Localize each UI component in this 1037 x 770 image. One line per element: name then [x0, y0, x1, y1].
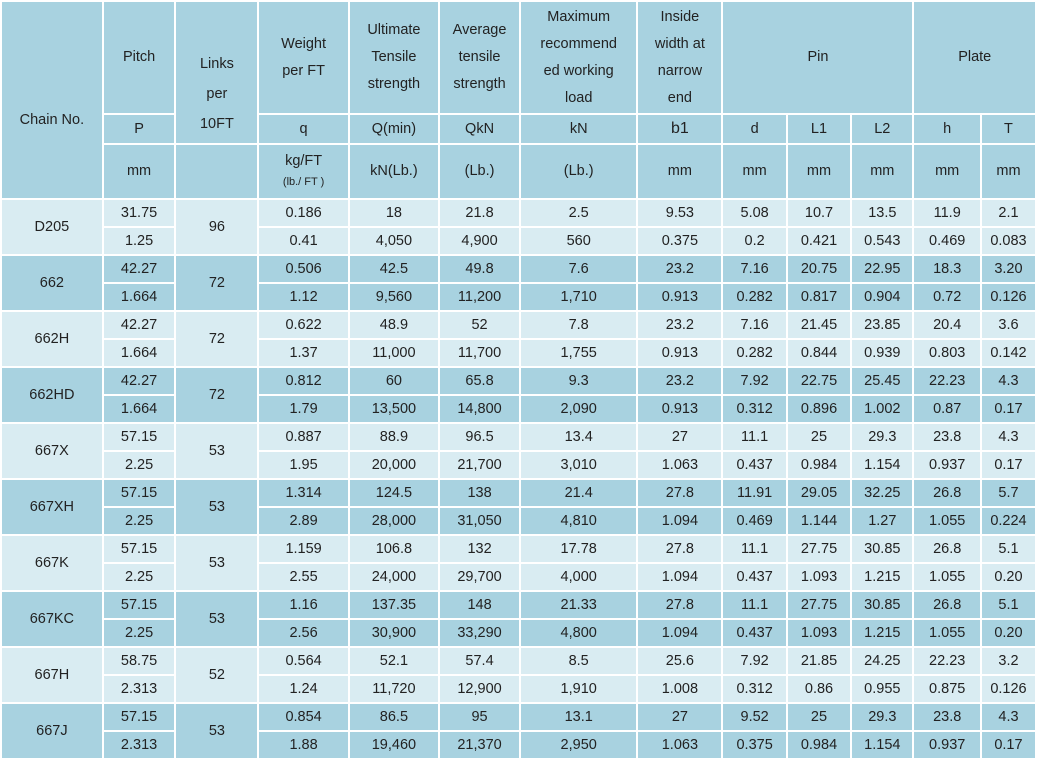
unit-mwl: (Lb.) [520, 144, 637, 199]
chain-number: 662H [1, 311, 103, 367]
value-cell: 27.75 [787, 591, 851, 619]
value-cell: 29.3 [851, 703, 913, 731]
value-cell: 9.52 [722, 703, 786, 731]
value-cell: 1.88 [258, 731, 348, 759]
value-cell: 3,010 [520, 451, 637, 479]
links-per-10ft: 72 [175, 255, 258, 311]
value-cell: 23.85 [851, 311, 913, 339]
table-row [1, 675, 1036, 703]
value-cell: 1.664 [103, 395, 176, 423]
value-cell: 0.72 [913, 283, 980, 311]
value-cell: 0.437 [722, 563, 786, 591]
links-per-10ft: 53 [175, 591, 258, 647]
value-cell: 1.094 [637, 619, 722, 647]
value-cell: 22.23 [913, 647, 980, 675]
value-cell: 1.215 [851, 619, 913, 647]
chain-number: 667J [1, 703, 103, 759]
unit-weight: kg/FT (lb./ FT ) [258, 144, 348, 199]
value-cell: 0.812 [258, 367, 348, 395]
value-cell: 4,000 [520, 563, 637, 591]
value-cell: 0.564 [258, 647, 348, 675]
unit-pitch: mm [103, 144, 176, 199]
value-cell: 2.25 [103, 563, 176, 591]
links-per-10ft: 72 [175, 367, 258, 423]
value-cell: 2.56 [258, 619, 348, 647]
value-cell: 4.3 [981, 367, 1036, 395]
value-cell: 21.4 [520, 479, 637, 507]
value-cell: 7.16 [722, 255, 786, 283]
table-row [1, 479, 1036, 507]
value-cell: 1.12 [258, 283, 348, 311]
value-cell: 0.506 [258, 255, 348, 283]
value-cell: 0.937 [913, 731, 980, 759]
value-cell: 1.055 [913, 619, 980, 647]
value-cell: 23.8 [913, 423, 980, 451]
table-row [1, 283, 1036, 311]
header-pin: Pin [722, 1, 913, 114]
value-cell: 1.055 [913, 507, 980, 535]
table-row [1, 619, 1036, 647]
value-cell: 42.27 [103, 367, 176, 395]
value-cell: 14,800 [439, 395, 520, 423]
value-cell: 0.887 [258, 423, 348, 451]
value-cell: 49.8 [439, 255, 520, 283]
value-cell: 148 [439, 591, 520, 619]
value-cell: 1.063 [637, 451, 722, 479]
symbol-t: T [981, 114, 1036, 144]
table-row [1, 367, 1036, 395]
value-cell: 1.37 [258, 339, 348, 367]
header-links: Links per 10FT [175, 1, 258, 144]
links-per-10ft: 53 [175, 423, 258, 479]
value-cell: 1.154 [851, 451, 913, 479]
value-cell: 18.3 [913, 255, 980, 283]
links-per-10ft: 53 [175, 479, 258, 535]
value-cell: 33,290 [439, 619, 520, 647]
value-cell: 26.8 [913, 535, 980, 563]
value-cell: 0.469 [913, 227, 980, 255]
value-cell: 7.8 [520, 311, 637, 339]
value-cell: 24.25 [851, 647, 913, 675]
value-cell: 28,000 [349, 507, 439, 535]
chain-number: 667X [1, 423, 103, 479]
table-row [1, 227, 1036, 255]
value-cell: 24,000 [349, 563, 439, 591]
value-cell: 1.093 [787, 619, 851, 647]
value-cell: 42.27 [103, 255, 176, 283]
value-cell: 22.75 [787, 367, 851, 395]
value-cell: 1.314 [258, 479, 348, 507]
value-cell: 0.913 [637, 339, 722, 367]
symbol-l2: L2 [851, 114, 913, 144]
table-row [1, 563, 1036, 591]
value-cell: 2.25 [103, 507, 176, 535]
symbol-qmin: Q(min) [349, 114, 439, 144]
value-cell: 2.313 [103, 731, 176, 759]
value-cell: 2.25 [103, 619, 176, 647]
value-cell: 7.6 [520, 255, 637, 283]
value-cell: 23.2 [637, 255, 722, 283]
table-row [1, 395, 1036, 423]
table-row [1, 647, 1036, 675]
header-ats: Average tensile strength [439, 1, 520, 114]
value-cell: 88.9 [349, 423, 439, 451]
value-cell: 31,050 [439, 507, 520, 535]
unit-l2: mm [851, 144, 913, 199]
value-cell: 57.15 [103, 703, 176, 731]
value-cell: 0.469 [722, 507, 786, 535]
chain-number: 667H [1, 647, 103, 703]
symbol-d: d [722, 114, 786, 144]
value-cell: 560 [520, 227, 637, 255]
value-cell: 27.75 [787, 535, 851, 563]
value-cell: 25 [787, 423, 851, 451]
value-cell: 0.20 [981, 619, 1036, 647]
value-cell: 25 [787, 703, 851, 731]
value-cell: 0.282 [722, 339, 786, 367]
value-cell: 58.75 [103, 647, 176, 675]
value-cell: 30.85 [851, 591, 913, 619]
value-cell: 13,500 [349, 395, 439, 423]
value-cell: 0.083 [981, 227, 1036, 255]
chain-number: 667KC [1, 591, 103, 647]
value-cell: 1.154 [851, 731, 913, 759]
value-cell: 60 [349, 367, 439, 395]
value-cell: 29.05 [787, 479, 851, 507]
value-cell: 4,900 [439, 227, 520, 255]
value-cell: 22.95 [851, 255, 913, 283]
chain-number: 667K [1, 535, 103, 591]
links-per-10ft: 53 [175, 535, 258, 591]
value-cell: 137.35 [349, 591, 439, 619]
value-cell: 0.17 [981, 731, 1036, 759]
unit-inside: mm [637, 144, 722, 199]
symbol-q: q [258, 114, 348, 144]
value-cell: 13.5 [851, 199, 913, 227]
value-cell: 21.85 [787, 647, 851, 675]
value-cell: 20.75 [787, 255, 851, 283]
value-cell: 11.1 [722, 591, 786, 619]
value-cell: 29.3 [851, 423, 913, 451]
value-cell: 0.86 [787, 675, 851, 703]
value-cell: 13.1 [520, 703, 637, 731]
value-cell: 138 [439, 479, 520, 507]
value-cell: 0.375 [637, 227, 722, 255]
value-cell: 0.20 [981, 563, 1036, 591]
unit-t: mm [981, 144, 1036, 199]
value-cell: 26.8 [913, 591, 980, 619]
value-cell: 26.8 [913, 479, 980, 507]
value-cell: 21.45 [787, 311, 851, 339]
value-cell: 42.27 [103, 311, 176, 339]
value-cell: 1.093 [787, 563, 851, 591]
table-row [1, 591, 1036, 619]
value-cell: 0.2 [722, 227, 786, 255]
value-cell: 11.1 [722, 423, 786, 451]
value-cell: 5.7 [981, 479, 1036, 507]
value-cell: 2.25 [103, 451, 176, 479]
value-cell: 0.955 [851, 675, 913, 703]
value-cell: 23.8 [913, 703, 980, 731]
value-cell: 27.8 [637, 479, 722, 507]
value-cell: 21,700 [439, 451, 520, 479]
value-cell: 0.87 [913, 395, 980, 423]
unit-ats: (Lb.) [439, 144, 520, 199]
chain-number: 662 [1, 255, 103, 311]
header-uts: Ultimate Tensile strength [349, 1, 439, 114]
unit-uts: kN(Lb.) [349, 144, 439, 199]
value-cell: 4,050 [349, 227, 439, 255]
value-cell: 0.437 [722, 619, 786, 647]
symbol-h: h [913, 114, 980, 144]
value-cell: 0.224 [981, 507, 1036, 535]
value-cell: 0.622 [258, 311, 348, 339]
value-cell: 1.215 [851, 563, 913, 591]
value-cell: 9.53 [637, 199, 722, 227]
value-cell: 1.144 [787, 507, 851, 535]
value-cell: 1.094 [637, 507, 722, 535]
chain-number: 662HD [1, 367, 103, 423]
value-cell: 4.3 [981, 703, 1036, 731]
value-cell: 57.15 [103, 479, 176, 507]
value-cell: 0.421 [787, 227, 851, 255]
value-cell: 1.16 [258, 591, 348, 619]
value-cell: 57.15 [103, 591, 176, 619]
value-cell: 0.913 [637, 283, 722, 311]
value-cell: 0.904 [851, 283, 913, 311]
table-body [1, 199, 1036, 759]
value-cell: 1.159 [258, 535, 348, 563]
value-cell: 42.5 [349, 255, 439, 283]
value-cell: 4,800 [520, 619, 637, 647]
value-cell: 8.5 [520, 647, 637, 675]
value-cell: 11,200 [439, 283, 520, 311]
value-cell: 11,000 [349, 339, 439, 367]
unit-d: mm [722, 144, 786, 199]
value-cell: 17.78 [520, 535, 637, 563]
value-cell: 30.85 [851, 535, 913, 563]
table-row [1, 451, 1036, 479]
value-cell: 1,755 [520, 339, 637, 367]
value-cell: 20.4 [913, 311, 980, 339]
value-cell: 0.17 [981, 395, 1036, 423]
value-cell: 1.27 [851, 507, 913, 535]
header-plate: Plate [913, 1, 1036, 114]
links-per-10ft: 72 [175, 311, 258, 367]
value-cell: 5.08 [722, 199, 786, 227]
value-cell: 1,910 [520, 675, 637, 703]
value-cell: 0.913 [637, 395, 722, 423]
value-cell: 0.437 [722, 451, 786, 479]
value-cell: 57.15 [103, 423, 176, 451]
value-cell: 3.2 [981, 647, 1036, 675]
table-row [1, 423, 1036, 451]
table-row [1, 507, 1036, 535]
symbol-p: P [103, 114, 176, 144]
header-weight: Weight per FT [258, 1, 348, 114]
value-cell: 23.2 [637, 311, 722, 339]
value-cell: 0.41 [258, 227, 348, 255]
value-cell: 0.937 [913, 451, 980, 479]
value-cell: 0.939 [851, 339, 913, 367]
value-cell: 21,370 [439, 731, 520, 759]
value-cell: 9,560 [349, 283, 439, 311]
symbol-kn: kN [520, 114, 637, 144]
value-cell: 21.8 [439, 199, 520, 227]
value-cell: 13.4 [520, 423, 637, 451]
symbol-b1: b1 [637, 114, 722, 144]
value-cell: 0.984 [787, 731, 851, 759]
value-cell: 29,700 [439, 563, 520, 591]
value-cell: 1.24 [258, 675, 348, 703]
table-row [1, 339, 1036, 367]
value-cell: 124.5 [349, 479, 439, 507]
value-cell: 0.817 [787, 283, 851, 311]
header-mwl: Maximum recommend ed working load [520, 1, 637, 114]
value-cell: 4,810 [520, 507, 637, 535]
value-cell: 0.126 [981, 675, 1036, 703]
value-cell: 25.45 [851, 367, 913, 395]
header-pitch: Pitch [103, 1, 176, 114]
value-cell: 0.543 [851, 227, 913, 255]
value-cell: 32.25 [851, 479, 913, 507]
value-cell: 2.55 [258, 563, 348, 591]
value-cell: 57.4 [439, 647, 520, 675]
value-cell: 2.1 [981, 199, 1036, 227]
value-cell: 27.8 [637, 591, 722, 619]
value-cell: 1.008 [637, 675, 722, 703]
value-cell: 12,900 [439, 675, 520, 703]
value-cell: 96.5 [439, 423, 520, 451]
value-cell: 11.1 [722, 535, 786, 563]
value-cell: 57.15 [103, 535, 176, 563]
value-cell: 0.186 [258, 199, 348, 227]
value-cell: 5.1 [981, 535, 1036, 563]
value-cell: 22.23 [913, 367, 980, 395]
links-per-10ft: 52 [175, 647, 258, 703]
table-row [1, 255, 1036, 283]
value-cell: 4.3 [981, 423, 1036, 451]
links-per-10ft: 53 [175, 703, 258, 759]
value-cell: 48.9 [349, 311, 439, 339]
value-cell: 7.92 [722, 647, 786, 675]
value-cell: 3.20 [981, 255, 1036, 283]
value-cell: 1.094 [637, 563, 722, 591]
unit-h: mm [913, 144, 980, 199]
symbol-qkn: QkN [439, 114, 520, 144]
table-row [1, 311, 1036, 339]
value-cell: 27.8 [637, 535, 722, 563]
value-cell: 0.312 [722, 675, 786, 703]
value-cell: 27 [637, 423, 722, 451]
value-cell: 1,710 [520, 283, 637, 311]
value-cell: 52.1 [349, 647, 439, 675]
value-cell: 30,900 [349, 619, 439, 647]
value-cell: 3.6 [981, 311, 1036, 339]
symbol-l1: L1 [787, 114, 851, 144]
value-cell: 0.126 [981, 283, 1036, 311]
value-cell: 23.2 [637, 367, 722, 395]
value-cell: 1.664 [103, 283, 176, 311]
value-cell: 2,950 [520, 731, 637, 759]
value-cell: 0.142 [981, 339, 1036, 367]
header-inside-width: Inside width at narrow end [637, 1, 722, 114]
value-cell: 11.91 [722, 479, 786, 507]
value-cell: 11,720 [349, 675, 439, 703]
value-cell: 0.875 [913, 675, 980, 703]
value-cell: 1.055 [913, 563, 980, 591]
value-cell: 0.844 [787, 339, 851, 367]
value-cell: 52 [439, 311, 520, 339]
chain-number: 667XH [1, 479, 103, 535]
value-cell: 7.16 [722, 311, 786, 339]
value-cell: 0.803 [913, 339, 980, 367]
value-cell: 1.95 [258, 451, 348, 479]
value-cell: 106.8 [349, 535, 439, 563]
value-cell: 31.75 [103, 199, 176, 227]
value-cell: 0.854 [258, 703, 348, 731]
value-cell: 95 [439, 703, 520, 731]
value-cell: 5.1 [981, 591, 1036, 619]
value-cell: 27 [637, 703, 722, 731]
value-cell: 7.92 [722, 367, 786, 395]
table-row [1, 199, 1036, 227]
value-cell: 19,460 [349, 731, 439, 759]
value-cell: 21.33 [520, 591, 637, 619]
value-cell: 0.984 [787, 451, 851, 479]
value-cell: 0.17 [981, 451, 1036, 479]
value-cell: 0.312 [722, 395, 786, 423]
value-cell: 1.063 [637, 731, 722, 759]
value-cell: 0.896 [787, 395, 851, 423]
value-cell: 2.313 [103, 675, 176, 703]
value-cell: 11.9 [913, 199, 980, 227]
value-cell: 2.89 [258, 507, 348, 535]
chain-number: D205 [1, 199, 103, 255]
unit-l1: mm [787, 144, 851, 199]
table-row [1, 703, 1036, 731]
value-cell: 18 [349, 199, 439, 227]
value-cell: 1.664 [103, 339, 176, 367]
value-cell: 0.282 [722, 283, 786, 311]
value-cell: 11,700 [439, 339, 520, 367]
links-per-10ft: 96 [175, 199, 258, 255]
table-header [1, 1, 1036, 199]
table-row [1, 535, 1036, 563]
value-cell: 1.002 [851, 395, 913, 423]
value-cell: 25.6 [637, 647, 722, 675]
value-cell: 86.5 [349, 703, 439, 731]
header-chain-no: Chain No. [1, 1, 103, 199]
value-cell: 9.3 [520, 367, 637, 395]
value-cell: 65.8 [439, 367, 520, 395]
value-cell: 132 [439, 535, 520, 563]
value-cell: 1.79 [258, 395, 348, 423]
unit-links [175, 144, 258, 199]
value-cell: 2,090 [520, 395, 637, 423]
table-row [1, 731, 1036, 759]
value-cell: 10.7 [787, 199, 851, 227]
value-cell: 2.5 [520, 199, 637, 227]
value-cell: 0.375 [722, 731, 786, 759]
value-cell: 20,000 [349, 451, 439, 479]
value-cell: 1.25 [103, 227, 176, 255]
